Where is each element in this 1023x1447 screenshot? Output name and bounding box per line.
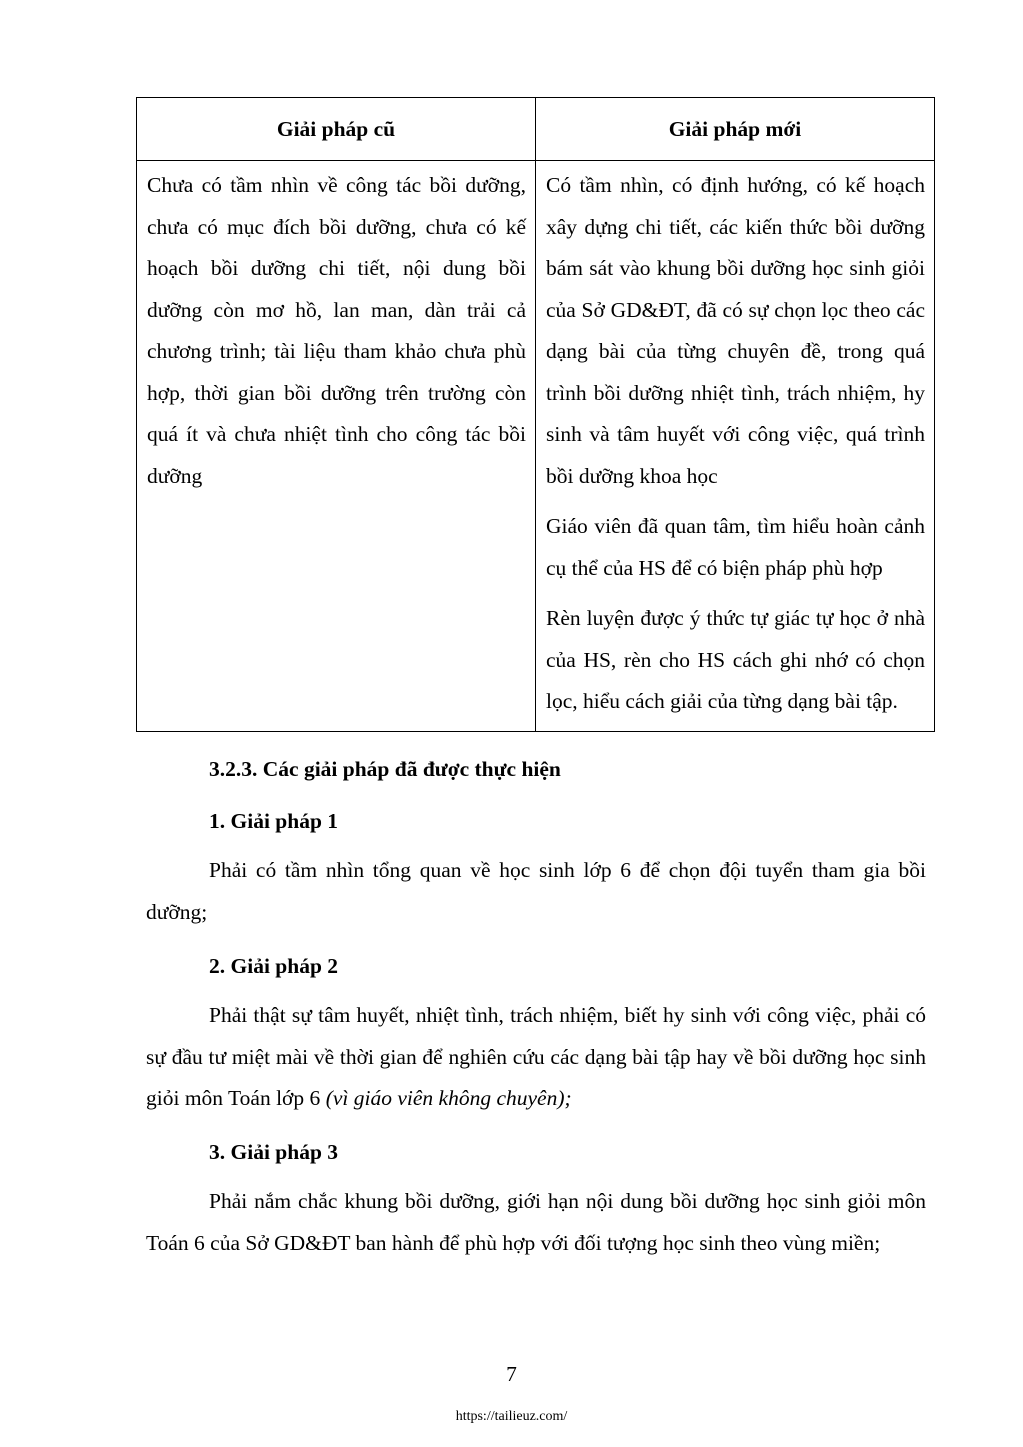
- page-number: 7: [506, 1362, 517, 1386]
- new-solution-paragraph-1: Có tầm nhìn, có định hướng, có kế hoạch xây dựng chi tiết, các kiến thức bồi dưỡng bám sát vào khung bồi dưỡng học sinh giỏi của Sở GD&ĐT, đã có sự chọn lọc theo các dạng bài của từng chuyên đề, trong quá trình bồi dưỡng nhiệt tình, trách nhiệm, hy sinh và tâm huyết với công việc, quá trình bồi dưỡng khoa học: [546, 173, 925, 488]
- solution-1-body: Phải có tầm nhìn tổng quan về học sinh lớp 6 để chọn đội tuyển tham gia bồi dưỡng;: [146, 858, 926, 924]
- solution-1-heading: 1. Giải pháp 1: [209, 809, 339, 833]
- section-heading: 3.2.3. Các giải pháp đã được thực hiện: [209, 757, 561, 781]
- footer-url: https://tailieuz.com/: [455, 1409, 568, 1424]
- old-solution-cell: [137, 161, 536, 732]
- header-new-solution: Giải pháp mới: [536, 98, 935, 161]
- new-solution-cell: [536, 161, 935, 732]
- solution-1-text: [146, 850, 926, 933]
- solution-2-body: Phải thật sự tâm huyết, nhiệt tình, trách nhiệm, biết hy sinh với công việc, phải có sự đầu tư miệt mài về thời gian để nghiên cứu các dạng bài tập hay về bồi dưỡng học sinh giỏi môn Toán lớp 6: [146, 1003, 926, 1110]
- table-row: [137, 161, 935, 732]
- solution-2-heading: 2. Giải pháp 2: [209, 954, 339, 978]
- comparison-table: [136, 97, 935, 732]
- solution-2-italic-note: (vì giáo viên không chuyên);: [325, 1086, 572, 1110]
- solution-2-text: [146, 995, 926, 1120]
- solution-3-body: Phải nắm chắc khung bồi dưỡng, giới hạn nội dung bồi dưỡng học sinh giỏi môn Toán 6 của Sở GD&ĐT ban hành để phù hợp với đối tượng học sinh theo vùng miền;: [146, 1189, 926, 1255]
- table-header-row: [137, 98, 935, 161]
- new-solution-paragraph-3: Rèn luyện được ý thức tự giác tự học ở nhà của HS, rèn cho HS cách ghi nhớ có chọn lọc, hiểu cách giải của từng dạng bài tập.: [546, 606, 925, 713]
- solution-3-heading: 3. Giải pháp 3: [209, 1140, 339, 1164]
- header-old-solution: Giải pháp cũ: [137, 98, 536, 161]
- old-solution-text: Chưa có tầm nhìn về công tác bồi dưỡng, chưa có mục đích bồi dưỡng, chưa có kế hoạch bồi dưỡng chi tiết, nội dung bồi dưỡng còn mơ hồ, lan man, dàn trải cả chương trình; tài liệu tham khảo chưa phù hợp, thời gian bồi dưỡng trên trường còn quá ít và chưa nhiệt tình cho công tác bồi dưỡng: [147, 173, 526, 488]
- solution-3-text: [146, 1181, 926, 1264]
- new-solution-paragraph-2: Giáo viên đã quan tâm, tìm hiểu hoàn cảnh cụ thể của HS để có biện pháp phù hợp: [546, 514, 925, 580]
